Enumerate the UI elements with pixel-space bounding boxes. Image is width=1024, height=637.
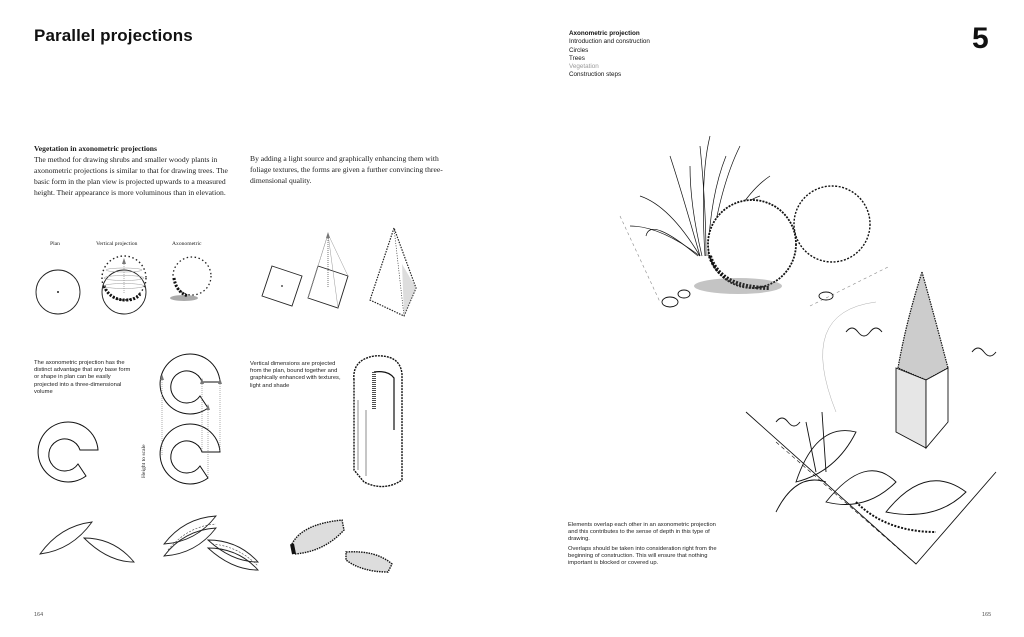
textured-leaf-volumes-illustration <box>288 516 392 572</box>
chapter-number: 5 <box>972 22 989 55</box>
vertical-projection-shrub-illustration <box>96 252 156 320</box>
intro-paragraph-2: By adding a light source and graphically enhancing them with foliage textures, the forms are given a further convincing three-dimensional quality. <box>250 154 443 185</box>
caption-vertical-dimensions: Vertical dimensions are projected from the plan, bound together and graphically enhanced with textures, light and shade <box>250 361 341 389</box>
caption-overlap-depth: Elements overlap each other in an axonometric projection and this contributes to the sense of depth in this type of drawing. <box>568 522 716 543</box>
axonometric-pyramid-illustration <box>364 224 420 320</box>
plan-c-shape-illustration <box>38 418 104 486</box>
label-axonometric: Axonometric <box>172 241 202 247</box>
toc-item-construction-steps[interactable]: Construction steps <box>569 71 622 79</box>
label-plan: Plan <box>50 241 60 247</box>
caption-overlap-construction: Overlaps should be taken into consideration right from the beginning of construction. This will ensure that nothing important is blocked or covered up. <box>568 546 717 567</box>
label-vertical-projection: Vertical projection <box>96 241 138 247</box>
textured-c-volume-illustration <box>344 350 404 496</box>
toc-item-axonometric-projection[interactable]: Axonometric projection <box>569 30 640 37</box>
label-height-to-scale: Height to scale <box>141 444 147 478</box>
plan-leaf-shapes-illustration <box>38 520 138 570</box>
intro-heading: Vegetation in axonometric projections <box>34 144 157 153</box>
axonometric-shrub-illustration <box>164 254 220 304</box>
extruded-c-shape-construction <box>156 350 228 488</box>
planting-bed-with-conifer-illustration <box>736 272 1016 572</box>
toc-item-vegetation[interactable]: Vegetation <box>569 63 599 71</box>
intro-text-column-1 <box>34 143 244 198</box>
toc-item-circles[interactable]: Circles <box>569 46 589 54</box>
intro-paragraph-1: The method for drawing shrubs and smaller woody plants in axonometric projections is similar to that for drawing trees. The basic form in the plan view is projected upwards to a measured height. Their appearance is more voluminous than in elevation. <box>34 155 228 197</box>
chapter-toc <box>569 30 650 80</box>
pyramid-projection-illustration <box>306 226 362 316</box>
page-number-right: 165 <box>982 612 992 618</box>
page-title: Parallel projections <box>34 26 193 45</box>
extruded-leaf-shapes-illustration <box>162 516 266 572</box>
toc-item-introduction-and-construction[interactable]: Introduction and construction <box>569 38 650 46</box>
toc-item-trees[interactable]: Trees <box>569 54 585 62</box>
page-number-left: 164 <box>34 612 44 618</box>
caption-axonometric-advantage: The axonometric projection has the distinct advantage that any base form or shape in plan can be easily projected into a three-dimensional volume <box>34 360 131 395</box>
plan-square-illustration <box>256 262 306 308</box>
plan-circle-illustration <box>34 268 84 318</box>
